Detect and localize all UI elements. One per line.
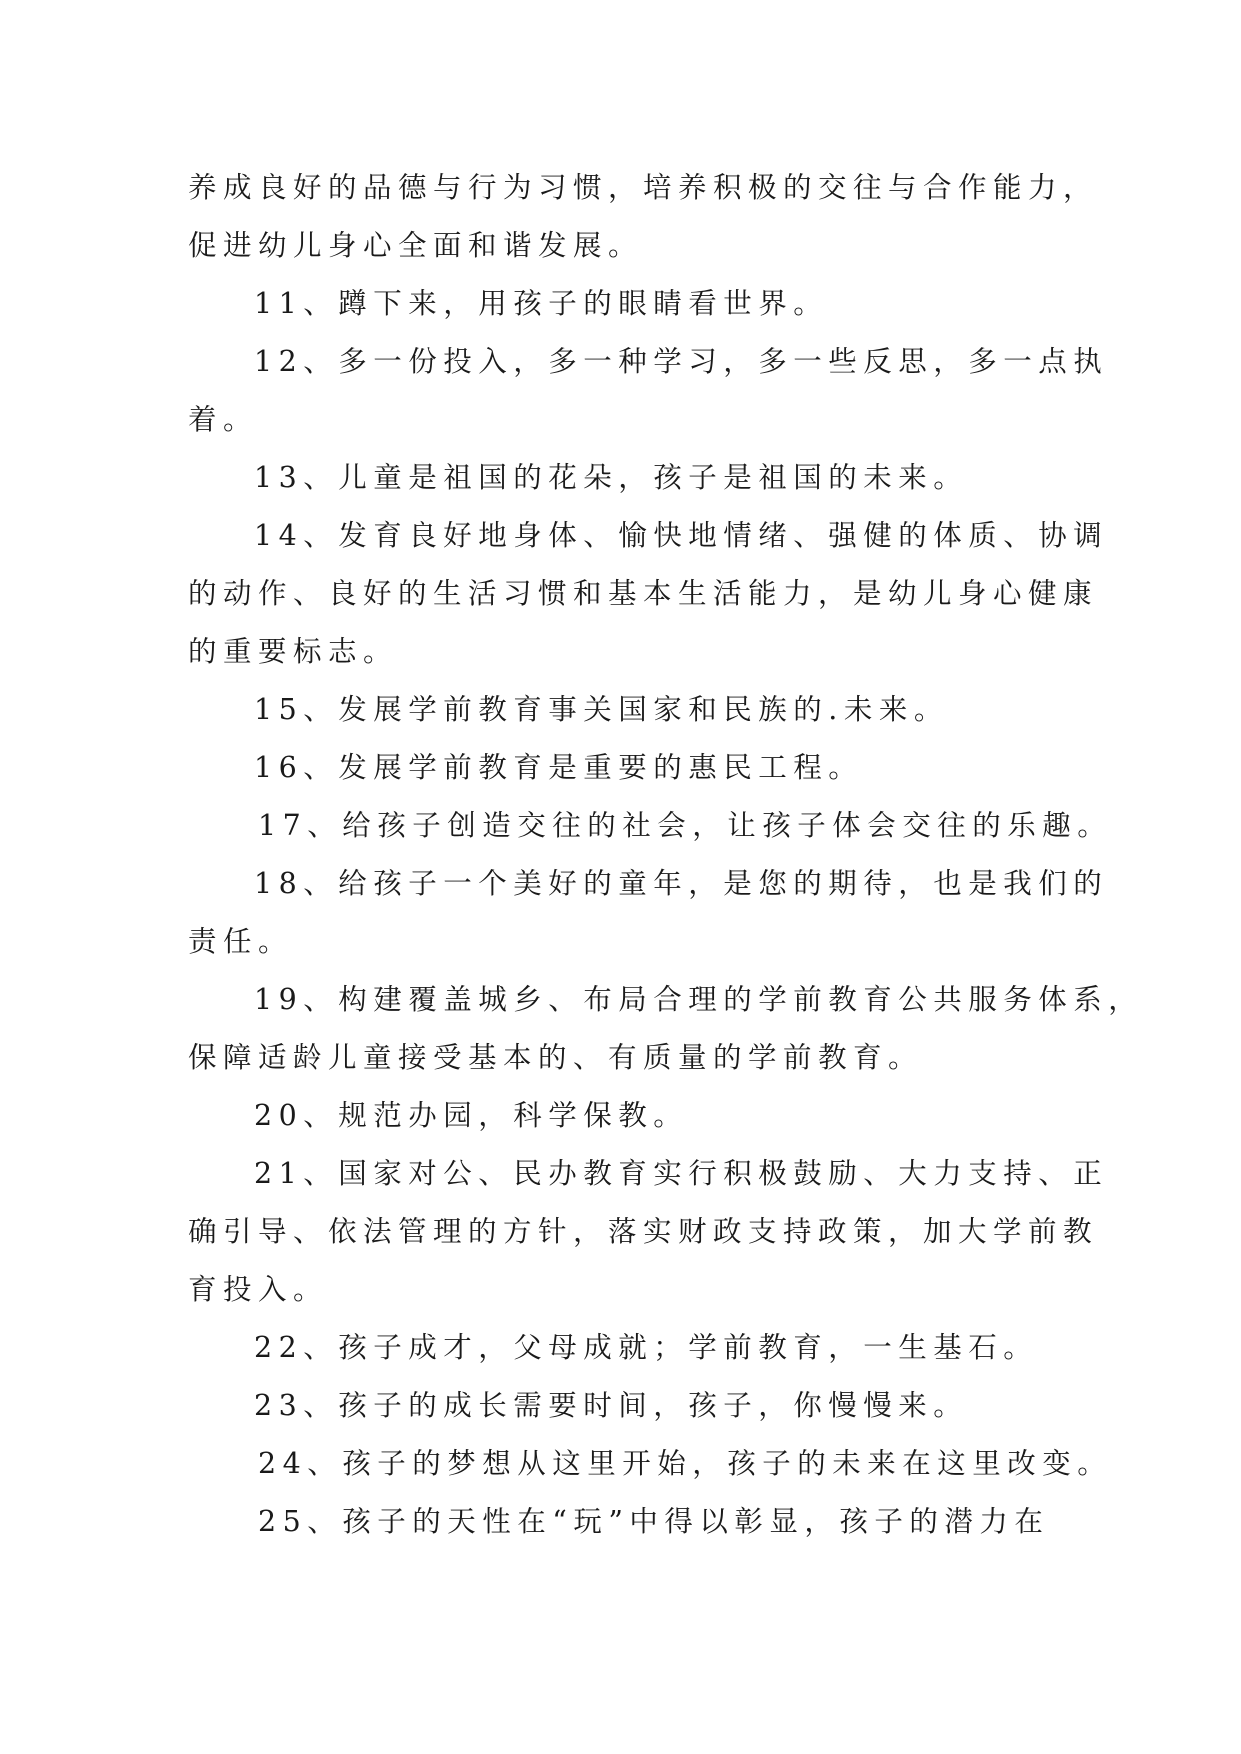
text-line: 18、给孩子一个美好的童年，是您的期待，也是我们的: [254, 867, 1109, 900]
text-line: 的重要标志。: [188, 635, 399, 668]
text-line: 14、发育良好地身体、愉快地情绪、强健的体质、协调: [254, 519, 1109, 552]
text-line: 15、发展学前教育事关国家和民族的.未来。: [254, 693, 949, 726]
text-line: 17、给孩子创造交往的社会，让孩子体会交往的乐趣。: [258, 809, 1113, 842]
text-line: 25、孩子的天性在“玩”中得以彰显，孩子的潜力在: [258, 1505, 1050, 1538]
text-line: 育投入。: [188, 1273, 329, 1306]
text-line: 21、国家对公、民办教育实行积极鼓励、大力支持、正: [254, 1157, 1109, 1190]
text-line: 责任。: [188, 925, 294, 958]
text-line: 确引导、依法管理的方针，落实财政支持政策，加大学前教: [188, 1215, 1099, 1248]
text-line: 24、孩子的梦想从这里开始，孩子的未来在这里改变。: [258, 1447, 1113, 1480]
text-line: 20、规范办园，科学保教。: [254, 1099, 689, 1132]
text-line: 促进幼儿身心全面和谐发展。: [188, 229, 644, 262]
text-line: 12、多一份投入，多一种学习，多一些反思，多一点执: [254, 345, 1109, 378]
text-line: 养成良好的品德与行为习惯，培养积极的交往与合作能力，: [188, 171, 1099, 204]
text-line: 的动作、良好的生活习惯和基本生活能力，是幼儿身心健康: [188, 577, 1099, 610]
text-line: 11、蹲下来，用孩子的眼睛看世界。: [254, 287, 829, 320]
text-line: 23、孩子的成长需要时间，孩子，你慢慢来。: [254, 1389, 969, 1422]
text-line: 着。: [188, 403, 259, 436]
text-line: 保障适龄儿童接受基本的、有质量的学前教育。: [188, 1041, 924, 1074]
text-line: 16、发展学前教育是重要的惠民工程。: [254, 751, 864, 784]
text-line: 22、孩子成才，父母成就；学前教育，一生基石。: [254, 1331, 1039, 1364]
text-line: 19、构建覆盖城乡、布局合理的学前教育公共服务体系，: [254, 983, 1144, 1016]
text-line: 13、儿童是祖国的花朵，孩子是祖国的未来。: [254, 461, 969, 494]
